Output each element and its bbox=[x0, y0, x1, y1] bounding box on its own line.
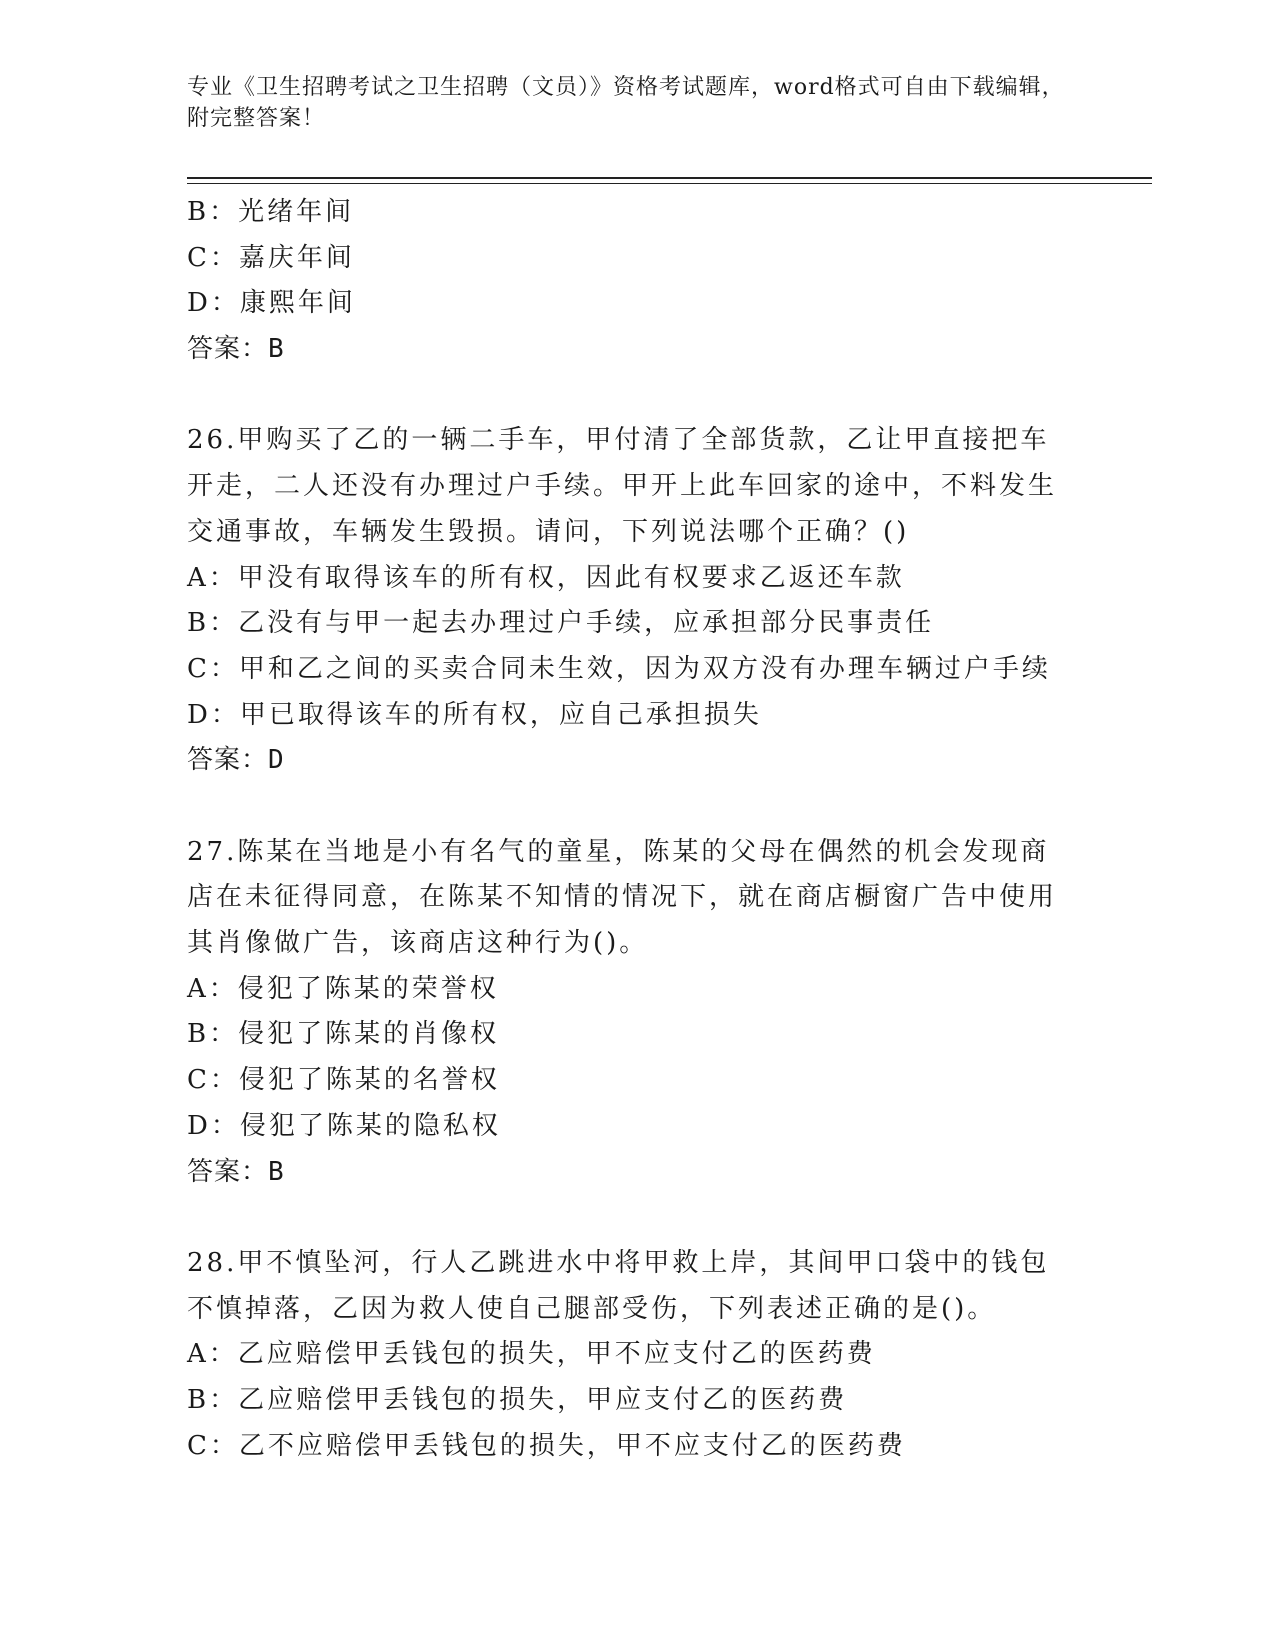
question-list bbox=[187, 190, 1087, 1469]
option-a: A：侵犯了陈某的荣誉权 bbox=[187, 973, 499, 1004]
option-c: C：乙不应赔偿甲丢钱包的损失，甲不应支付乙的医药费 bbox=[187, 1430, 906, 1461]
option-d: D：康熙年间 bbox=[187, 288, 356, 319]
option-a: A：乙应赔偿甲丢钱包的损失，甲不应支付乙的医药费 bbox=[187, 1339, 876, 1370]
answer-value: B bbox=[268, 334, 285, 365]
question-spacer bbox=[187, 373, 1087, 419]
question-block bbox=[187, 418, 1087, 784]
answer-line bbox=[187, 738, 1087, 784]
option-d: D：甲已取得该车的所有权，应自己承担损失 bbox=[187, 699, 762, 730]
option-b: B：乙应赔偿甲丢钱包的损失，甲应支付乙的医药费 bbox=[187, 1385, 848, 1415]
option-b: B：侵犯了陈某的肖像权 bbox=[187, 1019, 500, 1050]
header-divider-thin bbox=[187, 183, 1152, 184]
question-spacer bbox=[187, 1195, 1087, 1241]
answer-line bbox=[187, 327, 1087, 373]
answer-label: 答案： bbox=[187, 745, 269, 776]
answer-value: D bbox=[268, 745, 285, 776]
question-stem: 26.甲购买了乙的一辆二手车，甲付清了全部货款，乙让甲直接把车开走，二人还没有办理过户手续。甲开上此车回家的途中，不料发生交通事故，车辆发生毁损。请问，下列说法哪个正确？() bbox=[187, 425, 1058, 547]
option-a: A：甲没有取得该车的所有权，因此有权要求乙返还车款 bbox=[187, 562, 905, 593]
answer-value: B bbox=[268, 1156, 285, 1187]
option-b: B：乙没有与甲一起去办理过户手续，应承担部分民事责任 bbox=[187, 608, 935, 639]
question-block bbox=[187, 1241, 1087, 1469]
question-spacer bbox=[187, 784, 1087, 830]
option-c: C：甲和乙之间的买卖合同未生效，因为双方没有办理车辆过户手续 bbox=[187, 653, 1051, 684]
answer-line bbox=[187, 1150, 1087, 1196]
document-header: 专业《卫生招聘考试之卫生招聘（文员）》资格考试题库，word格式可自由下载编辑，附完整答案！ bbox=[187, 75, 1065, 131]
question-stem: 27.陈某在当地是小有名气的童星，陈某的父母在偶然的机会发现商店在未征得同意，在陈某不知情的情况下，就在商店橱窗广告中使用其肖像做广告，该商店这种行为()。 bbox=[187, 836, 1058, 959]
option-c: C：嘉庆年间 bbox=[187, 242, 355, 273]
option-d: D：侵犯了陈某的隐私权 bbox=[187, 1110, 501, 1141]
answer-label: 答案： bbox=[187, 1156, 269, 1187]
question-stem: 28.甲不慎坠河，行人乙跳进水中将甲救上岸，其间甲口袋中的钱包不慎掉落，乙因为救人使自己腿部受伤，下列表述正确的是()。 bbox=[187, 1247, 1050, 1324]
header-divider-thick bbox=[187, 177, 1152, 179]
answer-label: 答案： bbox=[187, 334, 269, 365]
question-block bbox=[187, 190, 1087, 373]
question-block bbox=[187, 830, 1087, 1196]
option-b: B：光绪年间 bbox=[187, 197, 355, 227]
option-c: C：侵犯了陈某的名誉权 bbox=[187, 1065, 500, 1096]
